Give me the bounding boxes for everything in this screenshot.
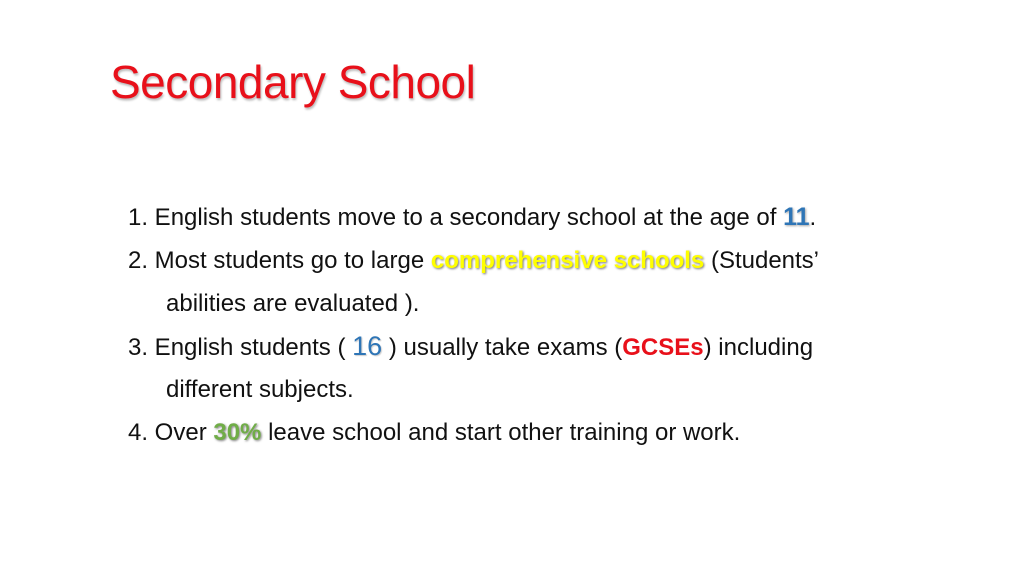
point-2-text: 2. Most students go to large: [128, 247, 431, 274]
point-3-text: 3. English students (: [128, 334, 353, 361]
point-1-end: .: [809, 204, 817, 231]
point-3-continuation: different subjects.: [166, 376, 354, 403]
point-4: [128, 411, 988, 454]
point-3-middle: ) usually take exams (: [382, 334, 623, 361]
point-3: [128, 325, 988, 368]
point-4-text: 4. Over: [128, 419, 214, 446]
point-4-end: leave school and start other training or work.: [261, 419, 741, 446]
point-4-highlight: 30%: [213, 419, 262, 446]
slide-title: Secondary School: [110, 56, 476, 108]
point-1: [128, 196, 988, 239]
point-2: [128, 239, 988, 282]
point-2-highlight: comprehensive schools: [430, 247, 705, 274]
point-1-text: 1. English students move to a secondary school at the age of: [128, 204, 784, 231]
point-2-end: (Students’: [704, 247, 820, 274]
point-3-end: ) including: [703, 334, 814, 361]
point-3-highlight-2: GCSEs: [622, 334, 704, 361]
point-3-highlight: 16: [352, 331, 383, 361]
point-1-highlight: 11: [783, 203, 810, 231]
point-2-continuation: abilities are evaluated ).: [166, 290, 420, 317]
bullet-list: [128, 196, 988, 454]
